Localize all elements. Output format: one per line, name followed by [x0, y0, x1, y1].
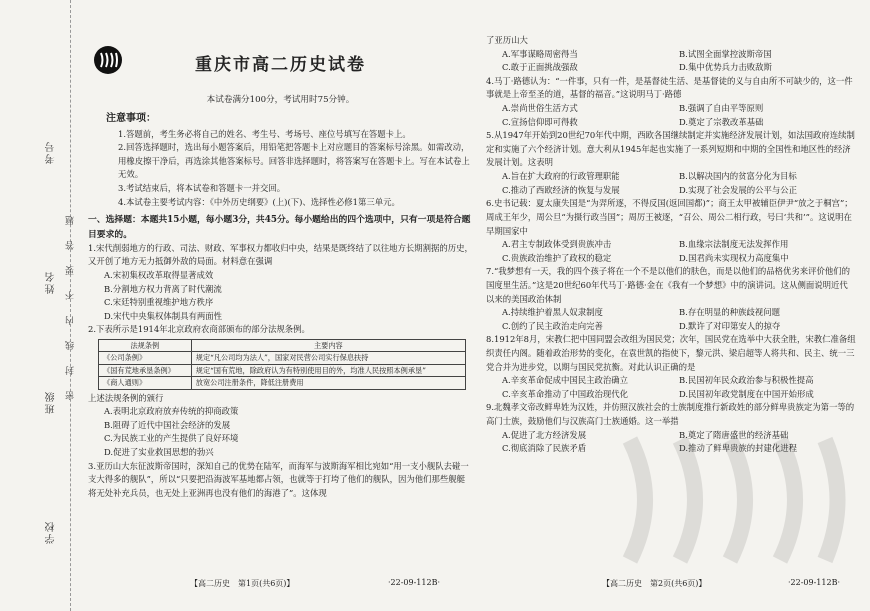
school-label: 学校	[46, 520, 57, 544]
binding-margin	[0, 0, 76, 611]
table-row	[99, 352, 466, 364]
table-row	[99, 377, 466, 389]
option: B.分割地方权力背离了时代潮流	[104, 283, 222, 294]
option: B.强调了自由平等原则	[679, 103, 764, 114]
question-stem: 7.“我梦想有一天，我的四个孩子将在一个不是以他们的肤色，而是以他们的品格优劣来评价他们的国度里生活。”这是20世纪60年代马丁·路德·金在《我有一个梦想》中的演讲词。这从侧面说明近代以来的美国政治体制	[486, 266, 851, 304]
footer-page-left: 【高二历史 第1页(共6页)】	[190, 579, 295, 588]
option: A.持续维护着黑人奴隶制度	[502, 307, 603, 318]
question-stem: 2.下表所示是1914年北京政府农商部颁布的部分法规条例。	[88, 324, 310, 335]
exam-subtitle: 本试卷满分100分，考试用时75分钟。	[206, 94, 355, 105]
question-stem: 9.北魏孝文帝改鲜卑姓为汉姓，并仿照汉族社会的士族制度推行新政姓的部分鲜卑贵族定为第一等的高门士族，鼓励他们与汉族高门士族通婚。这一举措	[486, 402, 855, 427]
question-stem: 4.马丁·路德认为：“一件事，只有一件，是基督徒生活、是基督徒的义与自由所不可缺少的，这一件事就是上帝至圣的道，基督的福音。”这说明马丁·路德	[486, 75, 853, 100]
option: B.存在明显的种族歧视问题	[679, 307, 780, 318]
option: D.奠定了宗教改革基础	[679, 116, 764, 127]
right-column	[486, 34, 856, 456]
question-stem: 1.宋代削弱地方的行政、司法、财政、军事权力都收归中央，结果是既终结了以往地方长期割据的历史，又开创了地方无力抵御外敌的局面。材料意在强调	[88, 242, 473, 267]
seal-line-text: 密封线内不要答题	[66, 200, 76, 400]
name-label: 姓名	[46, 270, 57, 294]
option: A.崇尚世俗生活方式	[502, 103, 578, 114]
table-cell: 规定“国有荒地，除政府认为有特别使用目的外，均准人民按照本例承垦”	[191, 364, 465, 376]
exam-title: 重庆市高二历史试卷	[195, 55, 366, 75]
option: C.彻底消除了民族矛盾	[502, 443, 587, 454]
table-cell: 《商人通则》	[99, 377, 192, 389]
table-header: 法规条例	[99, 340, 192, 352]
section-heading: 一、选择题：本题共15小题，每小题3分，共45分。每小题给出的四个选项中，只有一项是符合题目要求的。	[88, 215, 471, 240]
option: A.促进了北方经济发展	[502, 429, 587, 440]
option: D.实现了社会发展的公平与公正	[679, 184, 797, 195]
table-cell: 《国有荒地承垦条例》	[99, 364, 192, 376]
notice-3: 3.考试结束后，将本试卷和答题卡一并交回。	[118, 183, 286, 194]
notice-4: 4.本试卷主要考试内容：《中外历史纲要》(上)(下)、选择性必修1第三单元。	[118, 196, 400, 207]
option: B.以解决国内的贫富分化为目标	[679, 171, 797, 182]
option: C.辛亥革命推动了中国政治现代化	[502, 388, 629, 399]
option: B.民国初年民众政治参与积极性提高	[679, 375, 814, 386]
option: C.宋廷特别重视维护地方秩序	[104, 297, 214, 308]
class-label: 班级	[46, 390, 57, 414]
option: A.旨在扩大政府的行政管理职能	[502, 171, 620, 182]
option: D.民国初年政党制度在中国开始形成	[679, 388, 814, 399]
footer-code-left: ·22-09-112B·	[388, 578, 440, 587]
table-row	[99, 364, 466, 376]
table-cell: 规定“凡公司均为法人”，国家对民营公司实行保息扶持	[191, 352, 465, 364]
option: A.表明北京政府放弃传统的抑商政策	[104, 406, 239, 417]
option: A.君主专制政体受到贵族冲击	[502, 239, 612, 250]
option: A.军事谋略周密得当	[502, 48, 578, 59]
law-table	[98, 339, 466, 389]
option: C.敢于正面挑战强敌	[502, 62, 578, 73]
option: D.推动了鲜卑贵族的封建化进程	[679, 443, 797, 454]
question-stem: 8.1912年8月，宋教仁把中国同盟会改组为国民党；次年，国民党在选举中大获全胜，宋教仁准备组织责任内阁。随着政治形势的变化，在袁世凯的指使下，黎元洪、梁启超等人将共和、民主、统一三党合并为进步党，以期与国民党抗衡。对此认识正确的是	[486, 334, 856, 372]
option: D.国君尚未实现权力高度集中	[679, 252, 789, 263]
option: D.集中优势兵力击败敌斯	[679, 62, 772, 73]
option: D.宋代中央集权体制具有两面性	[104, 310, 222, 321]
footer-page-right: 【高二历史 第2页(共6页)】	[602, 579, 707, 588]
option: B.血缘宗法制度无法发挥作用	[679, 239, 789, 250]
option: A.宋初集权改革取得显著成效	[104, 270, 214, 281]
table-cell: 《公司条例》	[99, 352, 192, 364]
option: B.奠定了隋唐盛世的经济基础	[679, 429, 789, 440]
question-follow: 上述法规条例的颁行	[88, 392, 164, 403]
table-header: 主要内容	[191, 340, 465, 352]
option: B.试图全面掌控波斯帝国	[679, 48, 772, 59]
option: A.辛亥革命促成中国民主政治确立	[502, 375, 628, 386]
question-stem: 6.史书记载：夏太康失国是“为羿所逐，不得反国(返回国都)”；商王太甲被辅臣伊尹“放之于桐宫”；周成王年少，周公旦“为摄行政当国”；周厉王被逐，“召公、周公二相行政，号曰‘共和’”。这说明在早期国家中	[486, 198, 853, 236]
option: C.为民族工业的产生提供了良好环境	[104, 433, 239, 444]
option: C.推动了西欧经济的恢复与发展	[502, 184, 620, 195]
watermark-logo-icon	[600, 420, 860, 580]
option: C.贵族政治维护了政权的稳定	[502, 252, 612, 263]
exam-no-label: 考号	[46, 140, 57, 164]
table-cell: 放宽公司注册条件，降低注册费用	[191, 377, 465, 389]
question-stem: 3.亚历山大东征波斯帝国时，深知自己的优势在陆军，而海军与波斯海军相比宛如“用一支小舰队去碰一支大得多的舰队”，所以“只要把沿海波军基地都占领，也就等于打垮了他们的舰队，因为他们那些舰艇将无处补充兵员，也无处上亚洲再也没有他们的海港了”。这体现	[88, 460, 469, 498]
notice-1: 1.答题前，考生务必将自己的姓名、考生号、考场号、座位号填写在答题卡上。	[118, 128, 411, 139]
footer-code-right: ·22-09-112B·	[788, 578, 840, 587]
question-stem-continued: 了亚历山大	[486, 35, 528, 45]
option: B.阻碍了近代中国社会经济的发展	[104, 419, 231, 430]
notice-heading: 注意事项：	[106, 113, 156, 125]
option: C.宣扬信仰即可得救	[502, 116, 578, 127]
left-column	[88, 40, 473, 500]
question-stem: 5.从1947年开始到20世纪70年代中期，西欧各国继续制定并实施经济发展计划，如法国政府连续制定和实施了六个经济计划。意大利从1945年起也实施了一系列短期和中期的全国性和地区性的经济发展计划。这表明	[486, 130, 855, 168]
option: C.创约了民主政治走向完善	[502, 320, 603, 331]
option: D.促进了实业救国思想的勃兴	[104, 446, 214, 457]
option: D.默许了对印第安人的掠夺	[679, 320, 781, 331]
notice-2: 2.回答选择题时，选出每小题答案后，用铅笔把答题卡上对应题目的答案标号涂黑。如需改动，用橡皮擦干净后，再选涂其他答案标号。回答非选择题时，将答案写在答题卡上。写在本试卷上无效。	[118, 142, 470, 180]
